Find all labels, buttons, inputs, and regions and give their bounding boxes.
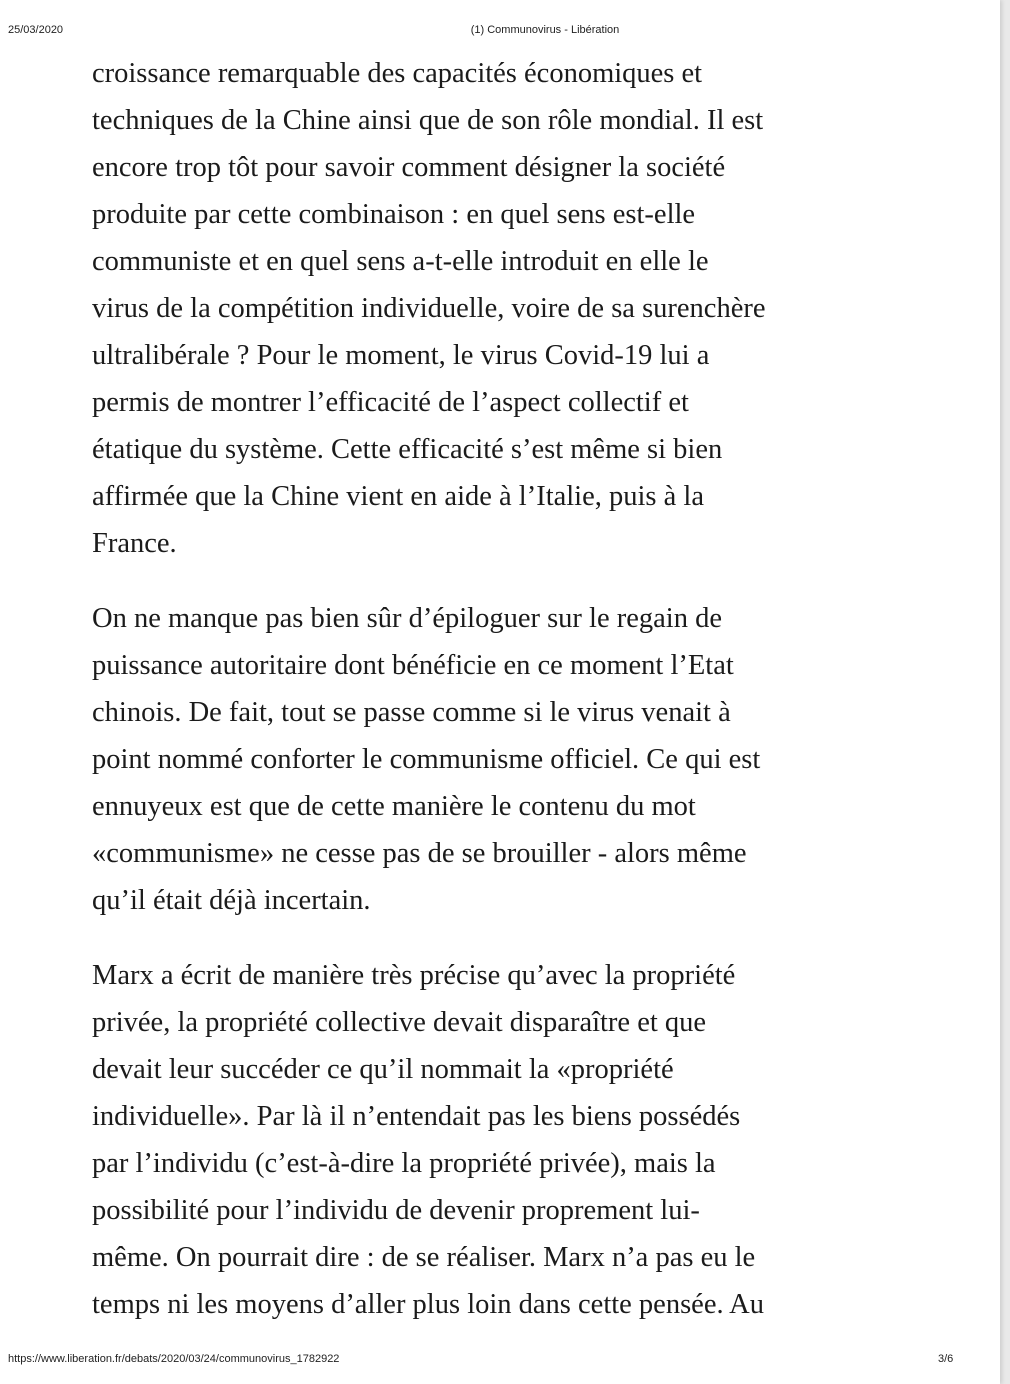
text-line: communiste et en quel sens a-t-elle introduit en elle le bbox=[92, 246, 709, 277]
text-line: affirmée que la Chine vient en aide à l’Italie, puis à la bbox=[92, 481, 704, 512]
text-line: permis de montrer l’efficacité de l’aspect collectif et bbox=[92, 387, 689, 418]
article-paragraph bbox=[92, 50, 972, 567]
text-line: par l’individu (c’est-à-dire la propriété privée), mais la bbox=[92, 1148, 716, 1179]
text-line: On ne manque pas bien sûr d’épiloguer sur le regain de bbox=[92, 603, 722, 634]
text-line: virus de la compétition individuelle, voire de sa surenchère bbox=[92, 293, 766, 324]
text-line: temps ni les moyens d’aller plus loin dans cette pensée. Au bbox=[92, 1289, 764, 1320]
text-line: produite par cette combinaison : en quel sens est-elle bbox=[92, 199, 696, 230]
print-date: 25/03/2020 bbox=[8, 24, 64, 36]
page-number: 3/6 bbox=[938, 1353, 954, 1365]
print-page-title: (1) Communovirus - Libération bbox=[470, 24, 620, 36]
text-line: puissance autoritaire dont bénéficie en ce moment l’Etat bbox=[92, 650, 734, 681]
text-line: individuelle». Par là il n’entendait pas les biens possédés bbox=[92, 1101, 741, 1132]
text-line: croissance remarquable des capacités économiques et bbox=[92, 58, 703, 89]
text-line: Marx a écrit de manière très précise qu’avec la propriété bbox=[92, 960, 736, 991]
text-line: «communisme» ne cesse pas de se brouiller - alors même bbox=[92, 838, 747, 869]
article-paragraph bbox=[92, 595, 972, 924]
text-line: point nommé conforter le communisme officiel. Ce qui est bbox=[92, 744, 761, 775]
text-line: encore trop tôt pour savoir comment désigner la société bbox=[92, 152, 726, 183]
text-line: étatique du système. Cette efficacité s’est même si bien bbox=[92, 434, 723, 465]
text-line: possibilité pour l’individu de devenir proprement lui- bbox=[92, 1195, 700, 1226]
text-line: France. bbox=[92, 528, 177, 559]
text-line: techniques de la Chine ainsi que de son rôle mondial. Il est bbox=[92, 105, 764, 136]
text-line: qu’il était déjà incertain. bbox=[92, 885, 371, 916]
print-url: https://www.liberation.fr/debats/2020/03/24/communovirus_1782922 bbox=[8, 1353, 340, 1365]
text-line: ennuyeux est que de cette manière le contenu du mot bbox=[92, 791, 696, 822]
text-line: privée, la propriété collective devait disparaître et que bbox=[92, 1007, 707, 1038]
text-line: chinois. De fait, tout se passe comme si le virus venait à bbox=[92, 697, 731, 728]
article-body bbox=[92, 50, 972, 1356]
text-line: devait leur succéder ce qu’il nommait la «propriété bbox=[92, 1054, 674, 1085]
text-line: même. On pourrait dire : de se réaliser. Marx n’a pas eu le bbox=[92, 1242, 756, 1273]
text-line: ultralibérale ? Pour le moment, le virus Covid-19 lui a bbox=[92, 340, 710, 371]
article-paragraph bbox=[92, 952, 972, 1328]
